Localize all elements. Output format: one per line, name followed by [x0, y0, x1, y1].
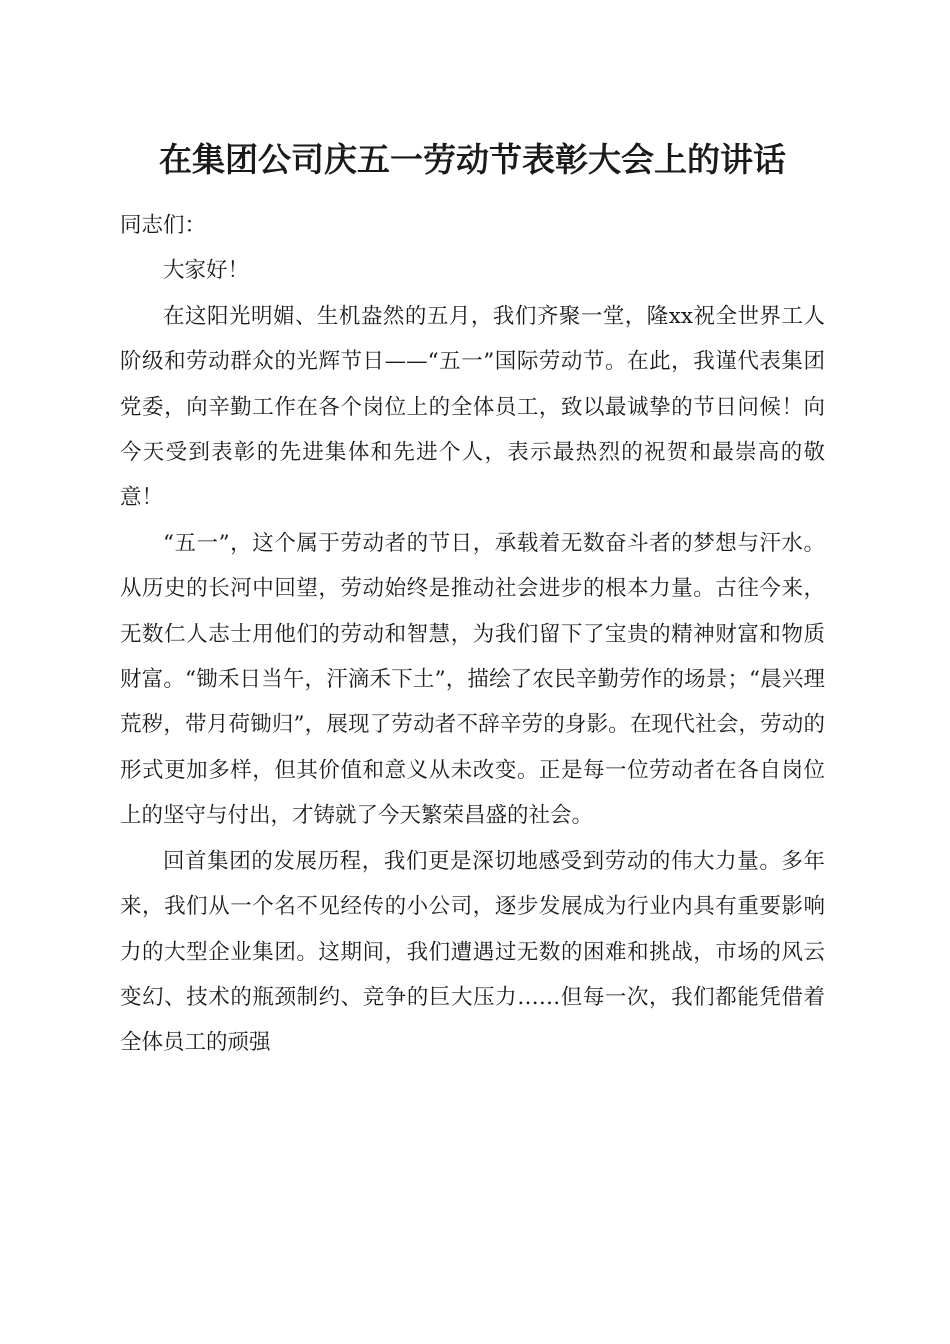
salutation: 同志们： [120, 213, 207, 238]
paragraph-opening: 在这阳光明媚、生机盎然的五月，我们齐聚一堂，隆xx祝全世界工人阶级和劳动群众的光辉节日——“五一”国际劳动节。在此，我谨代表集团党委，向辛勤工作在各个岗位上的全体员工，致以最诚挚的节日问候！向今天受到表彰的先进集体和先进个人，表示最热烈的祝贺和最崇高的敬意！ [120, 303, 825, 511]
document-body [120, 203, 825, 1066]
paragraph-labor-day: “五一”，这个属于劳动者的节日，承载着无数奋斗者的梦想与汗水。从历史的长河中回望，劳动始终是推动社会进步的根本力量。古往今来，无数仁人志士用他们的劳动和智慧，为我们留下了宝贵的精神财富和物质财富。“锄禾日当午，汗滴禾下土”，描绘了农民辛勤劳作的场景；“晨兴理荒秽，带月荷锄归”，展现了劳动者不辞辛劳的身影。在现代社会，劳动的形式更加多样，但其价值和意义从未改变。正是每一位劳动者在各自岗位上的坚守与付出，才铸就了今天繁荣昌盛的社会。 [120, 530, 825, 829]
paragraph-group-history: 回首集团的发展历程，我们更是深切地感受到劳动的伟大力量。多年来，我们从一个名不见经传的小公司，逐步发展成为行业内具有重要影响力的大型企业集团。这期间，我们遭遇过无数的困难和挑战，市场的风云变幻、技术的瓶颈制约、竞争的巨大压力……但每一次，我们都能凭借着全体员工的顽强 [120, 848, 825, 1056]
paragraph-greeting: 大家好！ [163, 258, 250, 284]
document-title: 在集团公司庆五一劳动节表彰大会上的讲话 [159, 140, 786, 179]
